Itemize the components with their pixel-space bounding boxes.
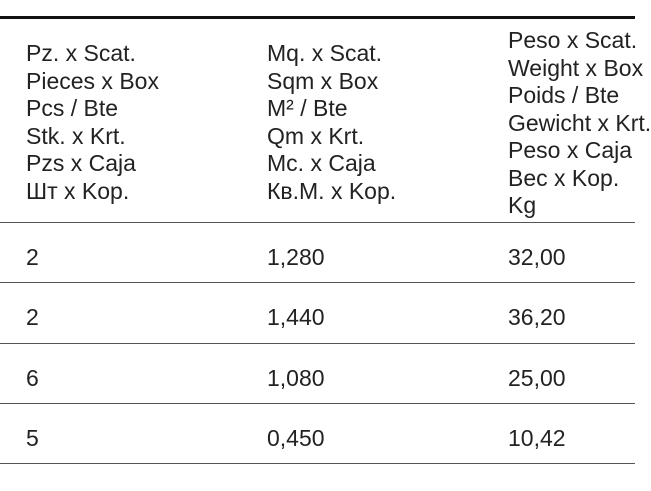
cell-pieces: 2 (26, 304, 39, 330)
row-divider (0, 222, 635, 223)
cell-weight: 32,00 (508, 244, 566, 270)
header-line: Вес x Kop. (508, 164, 620, 191)
header-line: Pieces x Box (26, 67, 159, 94)
cell-sqm: 1,440 (267, 304, 325, 330)
table-top-rule (0, 16, 635, 19)
cell-weight: 36,20 (508, 304, 566, 330)
header-line: Qm x Krt. (267, 122, 365, 149)
header-line: Шт x Kop. (26, 177, 130, 204)
cell-pieces: 5 (26, 425, 39, 451)
header-line: Weight x Box (508, 54, 644, 81)
header-weight-per-box (508, 27, 651, 220)
header-line: Pcs / Bte (26, 95, 119, 121)
row-divider (0, 403, 635, 404)
cell-weight: 25,00 (508, 365, 566, 391)
header-line: Pz. x Scat. (26, 40, 136, 66)
header-line: Кв.М. x Kop. (267, 177, 397, 204)
header-line: Pzs x Caja (26, 150, 136, 176)
cell-sqm: 1,080 (267, 365, 325, 391)
row-divider (0, 463, 635, 464)
header-pieces-per-box (26, 40, 159, 205)
cell-sqm: 0,450 (267, 425, 325, 451)
header-line: Sqm x Box (267, 67, 379, 94)
header-line: Kg (508, 192, 537, 218)
header-line: M² / Bte (267, 95, 348, 121)
header-line: Poids / Bte (508, 82, 620, 108)
row-divider (0, 282, 635, 283)
cell-sqm: 1,280 (267, 244, 325, 270)
header-line: Mq. x Scat. (267, 40, 383, 66)
header-line: Stk. x Krt. (26, 122, 126, 149)
header-line: Gewicht x Krt. (508, 109, 651, 136)
header-line: Peso x Caja (508, 137, 633, 163)
header-line: Mc. x Caja (267, 150, 376, 176)
cell-weight: 10,42 (508, 425, 566, 451)
header-sqm-per-box (267, 40, 396, 205)
header-line: Peso x Scat. (508, 27, 638, 53)
row-divider (0, 343, 635, 344)
cell-pieces: 2 (26, 244, 39, 270)
cell-pieces: 6 (26, 365, 39, 391)
